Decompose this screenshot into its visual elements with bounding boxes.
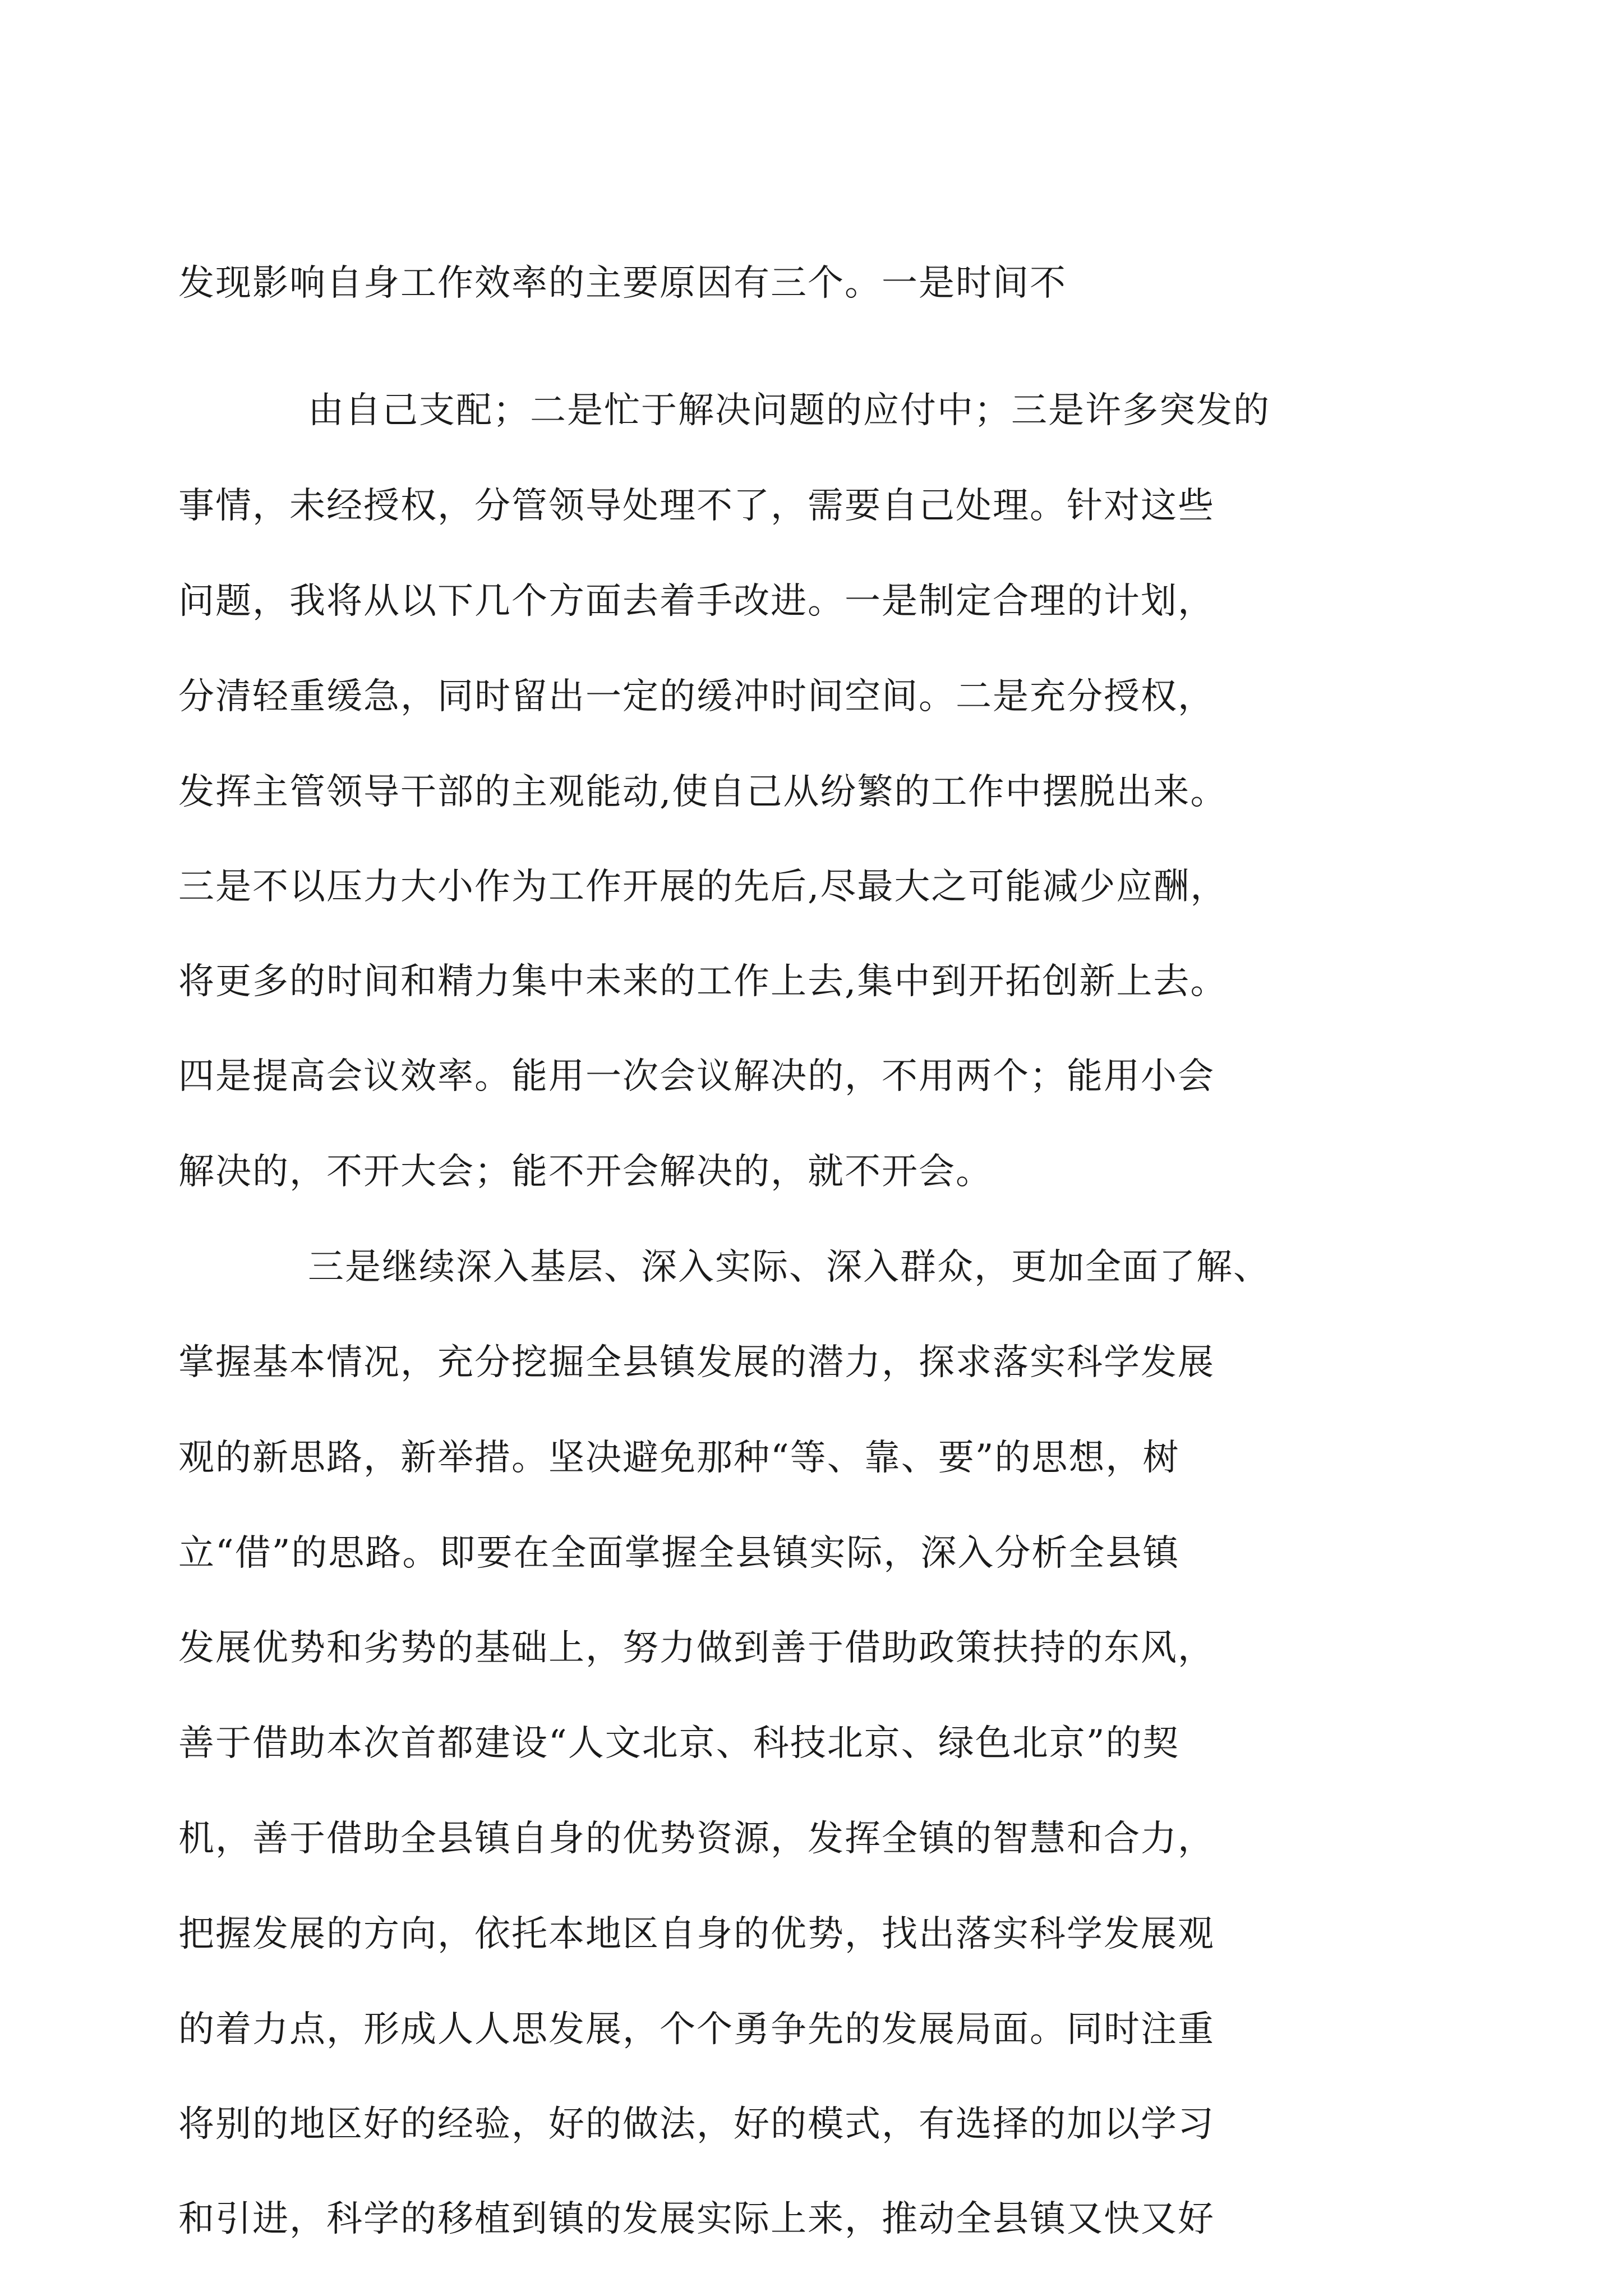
text-line: 将更多的时间和精力集中未来的工作上去,集中到开拓创新上去。	[178, 961, 1228, 1002]
text-line: 四是提高会议效率。能用一次会议解决的，不用两个；能用小会	[178, 1056, 1215, 1097]
text-line: 事情，未经授权，分管领导处理不了，需要自己处理。针对这些	[178, 485, 1215, 527]
text-line: 和引进，科学的移植到镇的发展实际上来，推动全县镇又快又好	[178, 2198, 1215, 2240]
text-line: 分清轻重缓急，同时留出一定的缓冲时间空间。二是充分授权，	[178, 676, 1215, 717]
text-line: 发展优势和劣势的基础上，努力做到善于借助政策扶持的东风，	[178, 1627, 1215, 1669]
text-line: 将别的地区好的经验，好的做法，好的模式，有选择的加以学习	[178, 2104, 1215, 2145]
text-line: 机，善于借助全县镇自身的优势资源，发挥全镇的智慧和合力，	[178, 1818, 1215, 1860]
text-line: 解决的，不开大会；能不开会解决的，就不开会。	[178, 1151, 993, 1193]
text-line: 掌握基本情况，充分挖掘全县镇发展的潜力，探求落实科学发展	[178, 1342, 1215, 1383]
text-line: 发挥主管领导干部的主观能动,使自己从纷繁的工作中摆脱出来。	[178, 771, 1228, 813]
text-line: 问题，我将从以下几个方面去着手改进。一是制定合理的计划，	[178, 581, 1215, 622]
text-line: 发现影响自身工作效率的主要原因有三个。一是时间不	[178, 263, 1067, 304]
text-line: 立“借”的思路。即要在全面掌握全县镇实际，深入分析全县镇	[178, 1533, 1180, 1574]
text-line: 三是不以压力大小作为工作开展的先后,尽最大之可能减少应酬，	[178, 866, 1228, 908]
text-line: 善于借助本次首都建设“人文北京、科技北京、绿色北京”的契	[178, 1723, 1180, 1764]
text-line: 三是继续深入基层、深入实际、深入群众，更加全面了解、	[308, 1246, 1270, 1288]
text-line: 把握发展的方向，依托本地区自身的优势，找出落实科学发展观	[178, 1913, 1215, 1955]
text-line: 的着力点，形成人人思发展，个个勇争先的发展局面。同时注重	[178, 2009, 1215, 2050]
text-line: 观的新思路，新举措。坚决避免那种“等、靠、要”的思想，树	[178, 1437, 1180, 1479]
text-line: 由自己支配；二是忙于解决问题的应付中；三是许多突发的	[308, 390, 1270, 431]
